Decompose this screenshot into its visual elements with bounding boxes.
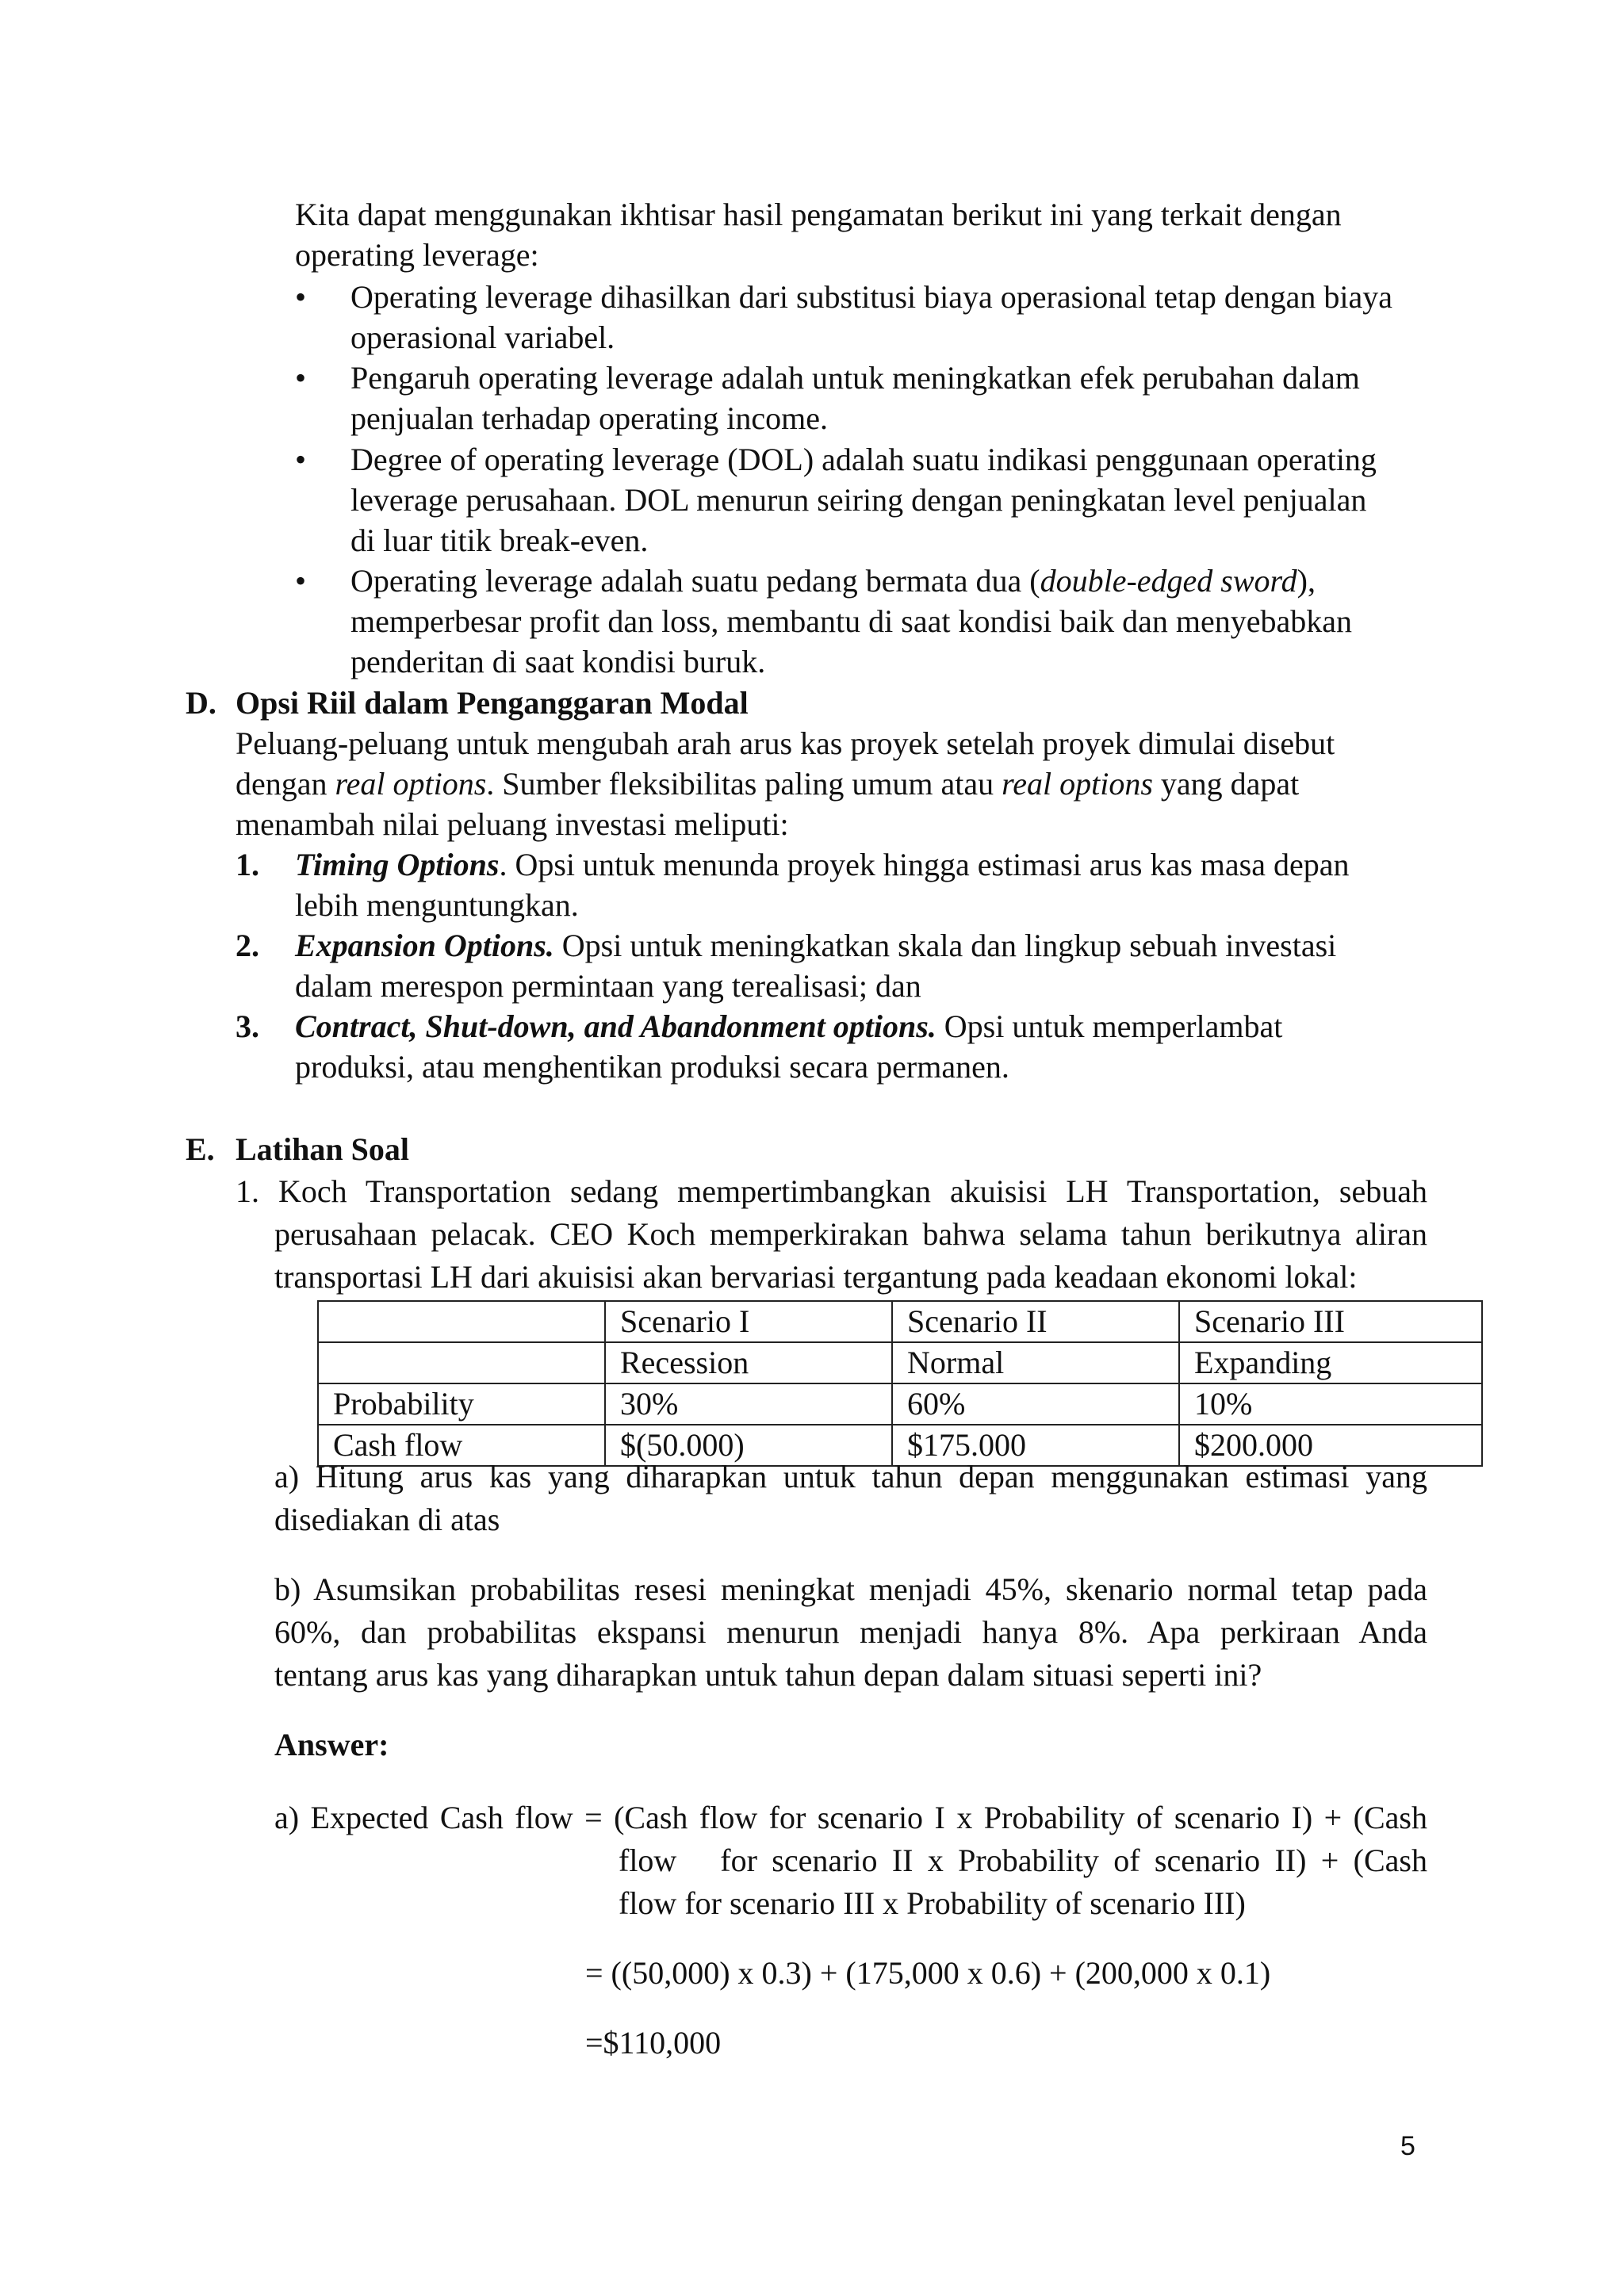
bullet-text: penjualan terhadap operating income. — [350, 400, 828, 436]
question-line: tentang arus kas yang diharapkan untuk tahun depan dalam situasi seperti ini? — [274, 1657, 1262, 1693]
bullet-text-part: ), — [1297, 563, 1316, 599]
question-line: a) Hitung arus kas yang diharapkan untuk tahun depan menggunakan estimasi yang — [274, 1459, 1427, 1494]
answer-line: flow for scenario III x Probability of scenario III) — [619, 1885, 1246, 1921]
table-cell: $200.000 — [1179, 1425, 1482, 1466]
table-header-row — [318, 1301, 1482, 1342]
answer-line: a) Expected Cash flow = (Cash flow for scenario I x Probability of scenario I) + (Cash — [274, 1800, 1427, 1835]
list-item-line: lebih menguntungkan. — [295, 887, 579, 923]
bullet-marker: • — [295, 360, 307, 396]
answer-line: flow for scenario II x Probability of scenario II) + (Cash — [619, 1843, 1427, 1878]
list-item — [295, 926, 1336, 966]
option-title: Expansion Options. — [295, 928, 554, 963]
bullet-text-part: Operating leverage adalah suatu pedang bermata dua ( — [350, 563, 1040, 599]
table-cell — [318, 1301, 605, 1342]
bullet-text: penderitan di saat kondisi buruk. — [350, 644, 766, 679]
option-title: Timing Options — [295, 847, 500, 882]
table-cell — [318, 1342, 605, 1383]
bullet-text-italic: double-edged sword — [1040, 563, 1297, 599]
bullet-text: operasional variabel. — [350, 320, 615, 355]
bullet-text: Degree of operating leverage (DOL) adalah suatu indikasi penggunaan operating — [350, 442, 1377, 477]
list-item-line: produksi, atau menghentikan produksi secara permanen. — [295, 1049, 1009, 1085]
bullet-text: Pengaruh operating leverage adalah untuk meningkatkan efek perubahan dalam — [350, 360, 1360, 396]
question-line: disediakan di atas — [274, 1502, 500, 1537]
list-number: 3. — [236, 1008, 259, 1044]
question-line: perusahaan pelacak. CEO Koch memperkirakan bahwa selama tahun berikutnya aliran — [274, 1216, 1427, 1252]
bullet-marker: • — [295, 563, 307, 599]
list-number: 2. — [236, 928, 259, 963]
table-cell: Cash flow — [318, 1425, 605, 1466]
bullet-marker: • — [295, 279, 307, 315]
list-number: 1. — [236, 847, 259, 882]
table-cell: 30% — [605, 1383, 892, 1425]
table-subheader-row — [318, 1342, 1482, 1383]
section-title: Latihan Soal — [236, 1131, 409, 1167]
section-title: Opsi Riil dalam Penganggaran Modal — [236, 685, 749, 721]
question-line: 60%, dan probabilitas ekspansi menurun menjadi hanya 8%. Apa perkiraan Anda — [274, 1614, 1427, 1650]
text-italic: real options — [1002, 766, 1153, 802]
bullet-text: leverage perusahaan. DOL menurun seiring dengan peningkatan level penjualan — [350, 482, 1367, 518]
answer-label: Answer: — [274, 1727, 389, 1762]
question-line: b) Asumsikan probabilitas resesi meningkat menjadi 45%, skenario normal tetap pada — [274, 1571, 1427, 1607]
intro-line: operating leverage: — [295, 237, 539, 273]
option-text: . Opsi untuk menunda proyek hingga estimasi arus kas masa depan — [499, 847, 1350, 882]
table-row — [318, 1383, 1482, 1425]
table-cell: Expanding — [1179, 1342, 1482, 1383]
table-cell: Scenario I — [605, 1301, 892, 1342]
list-item — [295, 845, 1349, 885]
answer-calculation: = ((50,000) x 0.3) + (175,000 x 0.6) + (200,000 x 0.1) — [585, 1955, 1271, 1991]
section-letter: D. — [186, 685, 216, 721]
option-text: Opsi untuk memperlambat — [936, 1008, 1283, 1044]
table-cell: Recession — [605, 1342, 892, 1383]
paragraph-line — [236, 764, 1299, 804]
text-part: dengan — [236, 766, 335, 802]
bullet-text — [350, 561, 1316, 601]
bullet-marker: • — [295, 442, 307, 477]
table-cell: Normal — [892, 1342, 1179, 1383]
bullet-text: di luar titik break-even. — [350, 522, 649, 558]
text-italic: real options — [335, 766, 487, 802]
table-cell: $175.000 — [892, 1425, 1179, 1466]
intro-line: Kita dapat menggunakan ikhtisar hasil pengamatan berikut ini yang terkait dengan — [295, 197, 1342, 232]
section-letter: E. — [186, 1131, 215, 1167]
paragraph-line: Peluang-peluang untuk mengubah arah arus kas proyek setelah proyek dimulai disebut — [236, 725, 1335, 761]
table-cell: 60% — [892, 1383, 1179, 1425]
question-line: transportasi LH dari akuisisi akan bervariasi tergantung pada keadaan ekonomi lokal: — [274, 1259, 1358, 1295]
question-line: 1. Koch Transportation sedang mempertimbangkan akuisisi LH Transportation, sebuah — [236, 1173, 1427, 1209]
answer-result: =$110,000 — [585, 2025, 722, 2061]
list-item — [295, 1007, 1282, 1047]
table-cell: Scenario II — [892, 1301, 1179, 1342]
text-part: . Sumber fleksibilitas paling umum atau — [486, 766, 1002, 802]
table-cell: $(50.000) — [605, 1425, 892, 1466]
table-cell: Probability — [318, 1383, 605, 1425]
paragraph-line: menambah nilai peluang investasi meliputi: — [236, 806, 789, 842]
option-title: Contract, Shut-down, and Abandonment options. — [295, 1008, 936, 1044]
bullet-text: memperbesar profit dan loss, membantu di saat kondisi baik dan menyebabkan — [350, 603, 1353, 639]
scenario-table — [317, 1300, 1483, 1467]
text-part: yang dapat — [1152, 766, 1300, 802]
option-text: Opsi untuk meningkatkan skala dan lingkup sebuah investasi — [553, 928, 1337, 963]
list-item-line: dalam merespon permintaan yang terealisasi; dan — [295, 968, 921, 1004]
bullet-text: Operating leverage dihasilkan dari substitusi biaya operasional tetap dengan biaya — [350, 279, 1393, 315]
table-cell: Scenario III — [1179, 1301, 1482, 1342]
table-cell: 10% — [1179, 1383, 1482, 1425]
page-number: 5 — [1400, 2131, 1415, 2161]
